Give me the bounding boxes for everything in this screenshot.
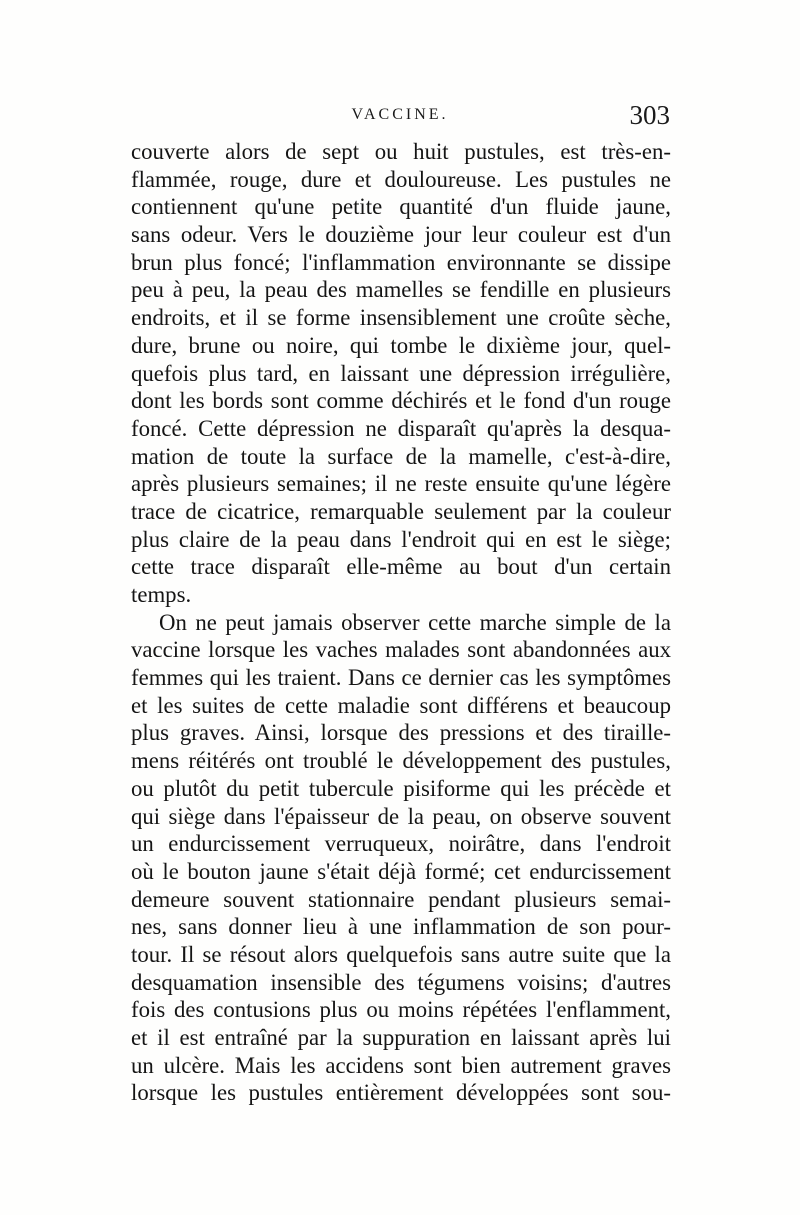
text-line: tour. Il se résout alors quelquefois sans autre suite que la [131, 941, 671, 967]
text-line: qui siège dans l'épaisseur de la peau, on observe souvent [131, 803, 671, 829]
page-number: 303 [629, 100, 670, 130]
text-line: nes, sans donner lieu à une inflammation de son pour- [131, 914, 671, 940]
text-line: cette trace disparaît elle-même au bout d'un certain [131, 554, 671, 580]
text-line: un ulcère. Mais les accidens sont bien autrement graves [131, 1052, 671, 1078]
text-line: où le bouton jaune s'était déjà formé; cet endurcissement [131, 858, 671, 884]
body-text [131, 138, 671, 1107]
text-line: trace de cicatrice, remarquable seulement par la couleur [131, 498, 671, 524]
paragraph [131, 138, 671, 609]
text-line: peu à peu, la peau des mamelles se fendille en plusieurs [131, 277, 671, 303]
text-line: mation de toute la surface de la mamelle, c'est-à-dire, [131, 443, 671, 469]
text-line: foncé. Cette dépression ne disparaît qu'après la desqua- [131, 415, 671, 441]
text-line: plus graves. Ainsi, lorsque des pressions et des tiraille- [131, 720, 671, 746]
text-line: quefois plus tard, en laissant une dépression irrégulière, [131, 360, 671, 386]
paragraph [131, 609, 671, 1107]
text-line: endroits, et il se forme insensiblement une croûte sèche, [131, 305, 671, 331]
text-line: dure, brune ou noire, qui tombe le dixième jour, quel- [131, 332, 671, 358]
text-line: et les suites de cette maladie sont différens et beaucoup [131, 692, 671, 718]
text-line: un endurcissement verruqueux, noirâtre, dans l'endroit [131, 831, 671, 857]
running-title: VACCINE. [351, 106, 449, 123]
text-line: fois des contusions plus ou moins répétées l'enflamment, [131, 997, 671, 1023]
text-line: mens réitérés ont troublé le développement des pustules, [131, 748, 671, 774]
text-line: flammée, rouge, dure et douloureuse. Les pustules ne [131, 166, 671, 192]
text-line: desquamation insensible des tégumens voisins; d'autres [131, 969, 671, 995]
text-line: et il est entraîné par la suppuration en laissant après lui [131, 1025, 671, 1050]
text-line: contiennent qu'une petite quantité d'un fluide jaune, [131, 194, 671, 220]
text-line: couverte alors de sept ou huit pustules, est très-en- [131, 139, 671, 164]
text-line: temps. [131, 582, 192, 607]
text-line: plus claire de la peau dans l'endroit qui en est le siège; [131, 526, 671, 552]
text-line: femmes qui les traient. Dans ce dernier cas les symptômes [131, 665, 671, 691]
text-line: On ne peut jamais observer cette marche simple de la [159, 609, 671, 635]
text-line: lorsque les pustules entièrement développées sont sou- [131, 1080, 671, 1106]
text-line: après plusieurs semaines; il ne reste ensuite qu'une légère [131, 471, 671, 497]
running-header [130, 100, 670, 130]
text-line: dont les bords sont comme déchirés et le fond d'un rouge [131, 388, 671, 414]
text-line: demeure souvent stationnaire pendant plusieurs semai- [131, 886, 671, 912]
text-line: ou plutôt du petit tubercule pisiforme qui les précède et [131, 775, 671, 801]
text-line: sans odeur. Vers le douzième jour leur couleur est d'un [131, 222, 671, 248]
text-line: brun plus foncé; l'inflammation environnante se dissipe [131, 249, 671, 275]
text-line: vaccine lorsque les vaches malades sont abandonnées aux [131, 637, 671, 663]
